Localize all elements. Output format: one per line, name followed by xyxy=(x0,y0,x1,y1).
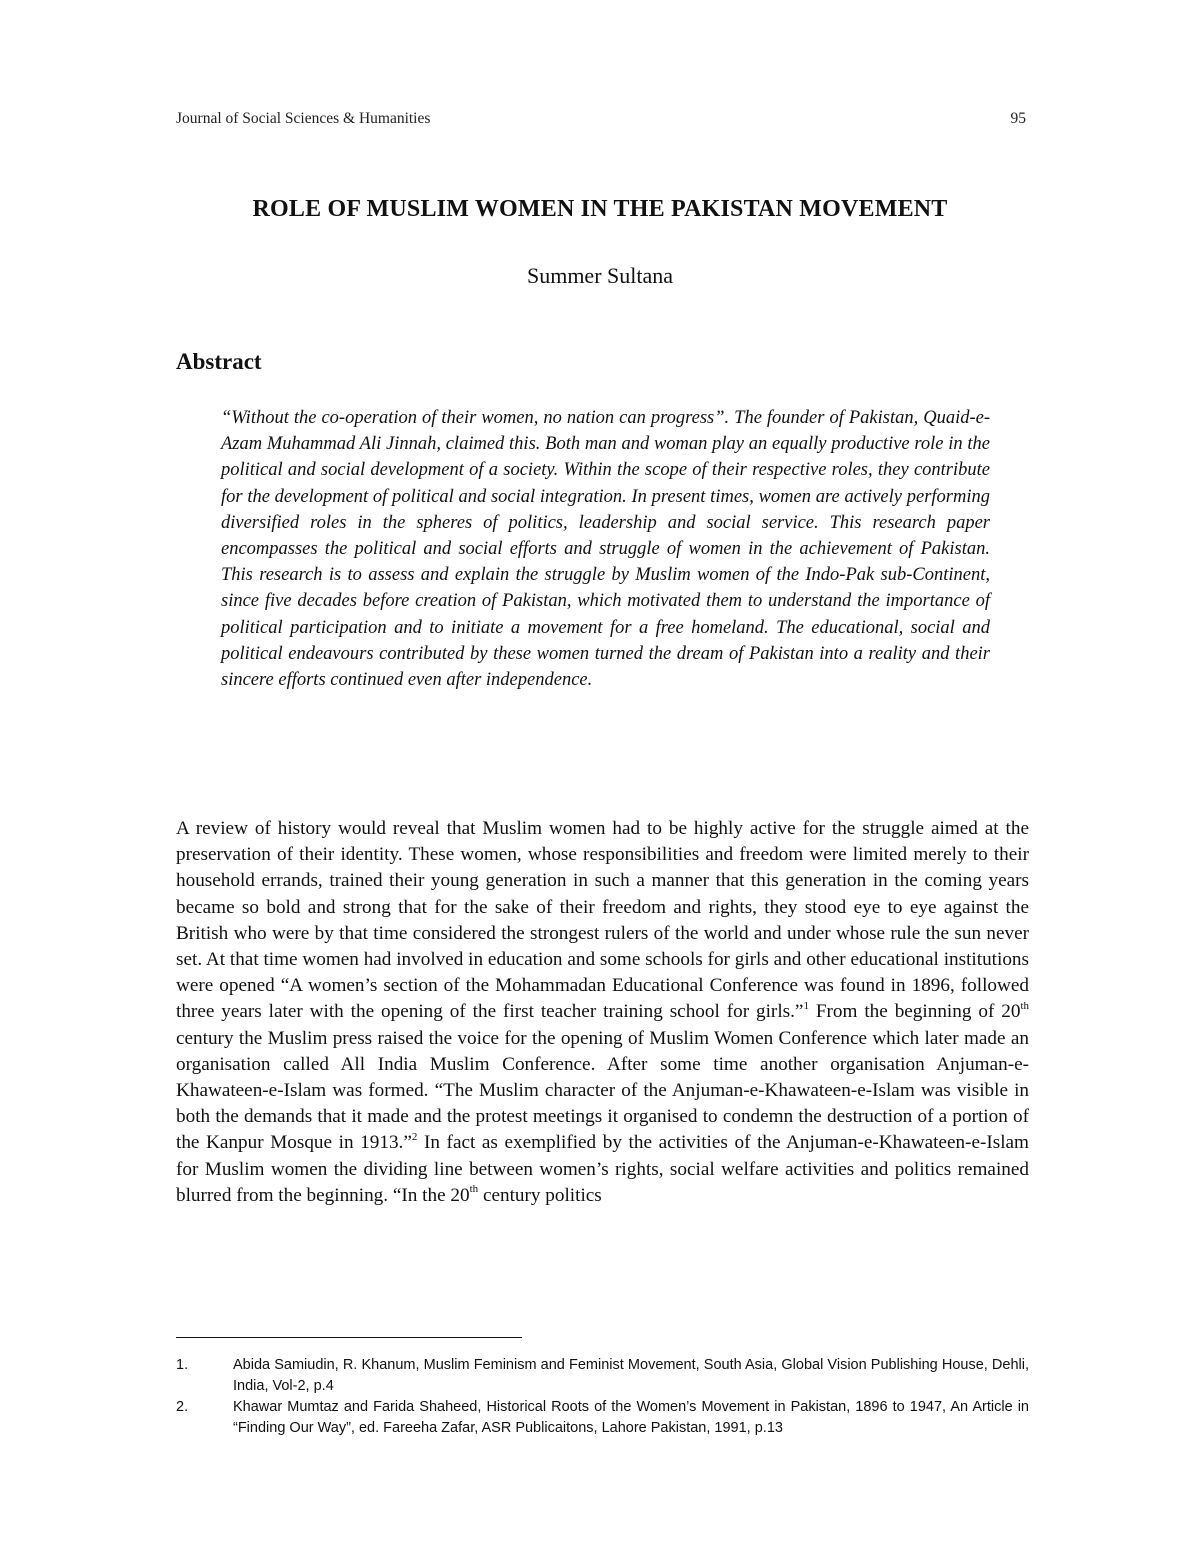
body-text-segment-5: century politics xyxy=(478,1184,602,1206)
footnotes xyxy=(176,1355,1029,1439)
journal-name: Journal of Social Sciences & Humanities xyxy=(176,110,431,127)
footnote-item xyxy=(176,1355,1029,1397)
footnote-ref-2: 2 xyxy=(411,1131,418,1144)
footnote-divider xyxy=(176,1337,522,1338)
abstract-heading: Abstract xyxy=(176,349,262,374)
body-text-segment-1: A review of history would reveal that Muslim women had to be highly active for the struggle aimed at the preservation of their identity. These women, whose responsibilities and freedom were limited merely to their household errands, trained their young generation in such a manner that this generation in the coming years became so bold and strong that for the sake of their freedom and rights, they stood eye to eye against the British who were by that time considered the strongest rulers of the world and under whose rule the sun never set. At that time women had involved in education and some schools for girls and other educational institutions were opened “A women’s section of the Mohammadan Educational Conference was found in 1896, followed three years later with the opening of the first teacher training school for girls.” xyxy=(176,818,1029,1023)
footnote-text: Abida Samiudin, R. Khanum, Muslim Feminism and Feminist Movement, South Asia, Global Vision Publishing House, Dehli, India, Vol-2, p.4 xyxy=(233,1357,1029,1394)
footnote-number: 2. xyxy=(176,1399,189,1415)
body-text-segment-2: From the beginning of 20 xyxy=(808,1001,1021,1023)
ordinal-suffix-2: th xyxy=(469,1183,479,1196)
footnote-number: 1. xyxy=(176,1357,189,1373)
paper-title: ROLE OF MUSLIM WOMEN IN THE PAKISTAN MOVEMENT xyxy=(252,196,948,222)
body-text-segment-3: century the Muslim press raised the voice for the opening of Muslim Women Conference which later made an organisation called All India Muslim Conference. After some time another organisation Anjuman-e-Khawateen-e-Islam was formed. “The Muslim character of the Anjuman-e-Khawateen-e-Islam was visible in both the demands that it made and the protest meetings it organised to condemn the destruction of a portion of the Kanpur Mosque in 1913.” xyxy=(176,1027,1029,1154)
author-name: Summer Sultana xyxy=(526,263,674,288)
body-text-segment-4: In fact as exemplified by the activities of the Anjuman-e-Khawateen-e-Islam for Muslim women the dividing line between women’s rights, social welfare activities and politics remained blurred from the beginning. “In the 20 xyxy=(176,1132,1029,1206)
page-number: 95 xyxy=(1010,110,1026,127)
body-paragraph xyxy=(176,816,1029,1209)
footnote-ref-1: 1 xyxy=(803,1000,809,1013)
abstract-text: “Without the co-operation of their women, no nation can progress”. The founder of Pakistan, Quaid-e-Azam Muhammad Ali Jinnah, claimed this. Both man and woman play an equally productive role in the political and social development of a society. Within the scope of their respective roles, they contribute for the development of political and social integration. In present times, women are actively performing diversified roles in the spheres of politics, leadership and social service. This research paper encompasses the political and social efforts and struggle of women in the achievement of Pakistan. This research is to assess and explain the struggle by Muslim women of the Indo-Pak sub-Continent, since five decades before creation of Pakistan, which motivated them to understand the importance of political participation and to initiate a movement for a free homeland. The educational, social and political endeavours contributed by these women turned the dream of Pakistan into a reality and their sincere efforts continued even after independence. xyxy=(221,408,990,691)
footnote-text: Khawar Mumtaz and Farida Shaheed, Historical Roots of the Women’s Movement in Pakistan, 1896 to 1947, An Article in “Finding Our Way”, ed. Fareeha Zafar, ASR Publicaitons, Lahore Pakistan, 1991, p.13 xyxy=(233,1399,1029,1436)
ordinal-suffix-1: th xyxy=(1020,1000,1029,1013)
footnote-item xyxy=(176,1397,1029,1439)
